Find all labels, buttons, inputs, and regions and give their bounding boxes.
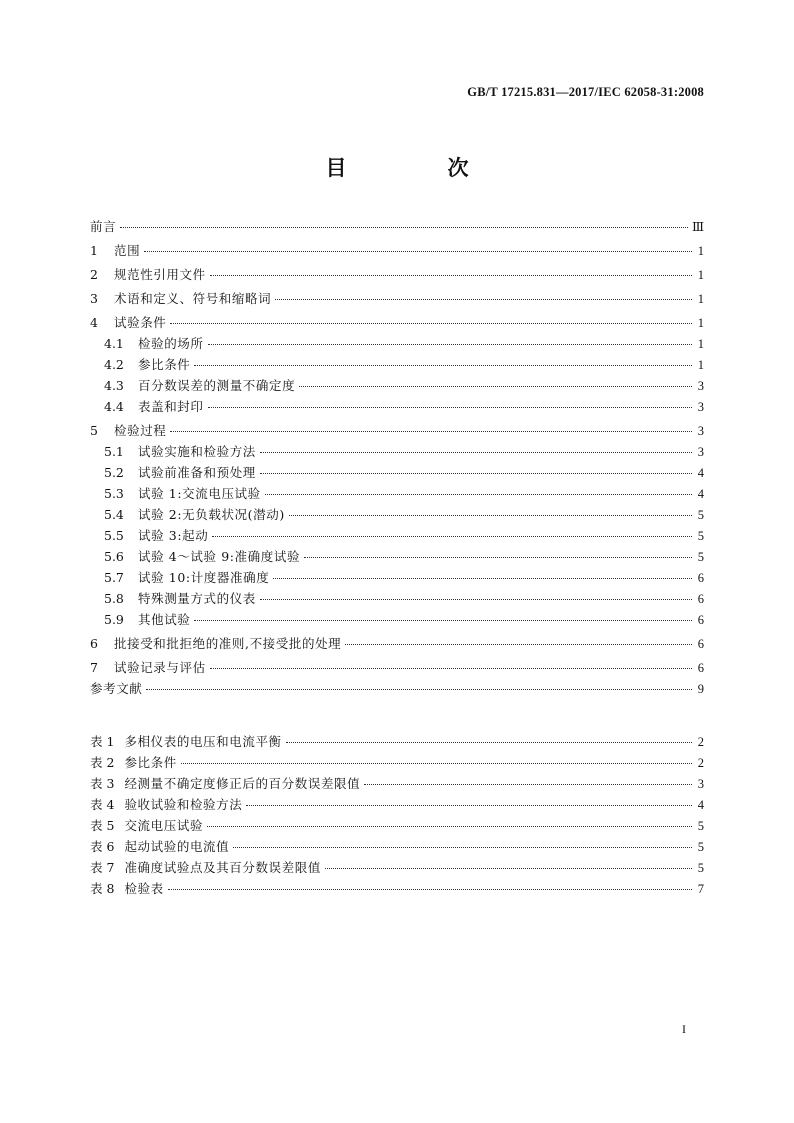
table-of-contents <box>90 217 704 700</box>
toc-dot-leader <box>144 251 692 252</box>
toc-entry-text: 表盖和封印 <box>138 399 204 414</box>
list-of-tables <box>90 732 704 900</box>
table-entry-number: 表 6 <box>90 839 115 854</box>
toc-entry-page: 5 <box>697 508 704 522</box>
toc-entry-number: 4 <box>90 315 98 330</box>
toc-dot-leader <box>260 599 692 600</box>
toc-dot-leader <box>120 227 688 228</box>
table-entry-page: 5 <box>697 861 704 875</box>
toc-entry-number: 5 <box>90 423 98 438</box>
toc-entry-number: 5.1 <box>104 444 124 459</box>
table-entry[interactable] <box>90 774 704 795</box>
toc-dot-leader <box>194 365 692 366</box>
toc-entry-page: 1 <box>697 337 704 351</box>
toc-entry-number: 6 <box>90 636 98 651</box>
toc-entry-page: Ⅲ <box>691 220 704 234</box>
toc-entry-text: 检验过程 <box>114 423 167 438</box>
toc-entry-page: 3 <box>697 400 704 414</box>
toc-entry-text: 试验 10:计度器准确度 <box>138 570 270 585</box>
table-entry-page: 7 <box>697 882 704 896</box>
toc-dot-leader <box>286 742 692 743</box>
toc-dot-leader <box>210 668 692 669</box>
toc-entry-text: 特殊测量方式的仪表 <box>138 591 256 606</box>
toc-dot-leader <box>168 889 692 890</box>
table-entry-number: 表 8 <box>90 881 115 896</box>
toc-entry-number: 4.2 <box>104 357 124 372</box>
toc-entry-text: 试验 4～试验 9:准确度试验 <box>138 549 301 564</box>
toc-entry-page: 3 <box>697 424 704 438</box>
toc-entry-page: 6 <box>697 571 704 585</box>
page-number: I <box>682 1022 686 1036</box>
toc-entry-text: 参考文献 <box>90 681 143 696</box>
table-entry-number: 表 5 <box>90 818 115 833</box>
table-entry-number: 表 3 <box>90 776 115 791</box>
table-entry-text: 多相仪表的电压和电流平衡 <box>124 734 282 749</box>
toc-entry[interactable] <box>90 313 704 334</box>
toc-entry-number: 5.3 <box>104 486 124 501</box>
toc-entry-foreword[interactable] <box>90 217 704 238</box>
table-entry-text: 参比条件 <box>124 755 177 770</box>
toc-entry-page: 1 <box>697 358 704 372</box>
toc-entry-text: 试验记录与评估 <box>114 660 206 675</box>
toc-dot-leader <box>289 515 692 516</box>
toc-entry-references[interactable] <box>90 679 704 700</box>
table-entry[interactable] <box>90 732 704 753</box>
toc-entry-page: 3 <box>697 379 704 393</box>
toc-subentry[interactable] <box>90 589 704 610</box>
toc-dot-leader <box>207 826 692 827</box>
table-entry-number: 表 1 <box>90 734 115 749</box>
toc-entry[interactable] <box>90 265 704 286</box>
toc-dot-leader <box>208 344 692 345</box>
toc-entry-text: 术语和定义、符号和缩略词 <box>114 291 272 306</box>
table-entry-page: 2 <box>697 756 704 770</box>
toc-dot-leader <box>233 847 692 848</box>
table-entry-page: 5 <box>697 819 704 833</box>
table-entry-text: 交流电压试验 <box>124 818 204 833</box>
toc-entry-number: 3 <box>90 291 98 306</box>
toc-dot-leader <box>260 473 692 474</box>
table-entry-text: 起动试验的电流值 <box>124 839 230 854</box>
toc-entry-text: 试验条件 <box>114 315 167 330</box>
toc-entry-page: 9 <box>697 682 704 696</box>
toc-entry-text: 试验实施和检验方法 <box>138 444 256 459</box>
toc-entry-number: 5.7 <box>104 570 124 585</box>
table-entry-page: 3 <box>697 777 704 791</box>
toc-entry-page: 4 <box>697 466 704 480</box>
toc-entry-page: 1 <box>697 316 704 330</box>
table-entry-number: 表 4 <box>90 797 115 812</box>
toc-dot-leader <box>246 805 692 806</box>
toc-entry-number: 4.1 <box>104 336 124 351</box>
toc-entry-text: 批接受和批拒绝的准则,不接受批的处理 <box>114 636 342 651</box>
toc-dot-leader <box>345 644 692 645</box>
table-entry-text: 检验表 <box>124 881 164 896</box>
toc-dot-leader <box>181 763 692 764</box>
table-entry-number: 表 7 <box>90 860 115 875</box>
toc-dot-leader <box>170 323 692 324</box>
toc-subentry[interactable] <box>90 397 704 418</box>
toc-entry-page: 1 <box>697 292 704 306</box>
table-entry-page: 4 <box>697 798 704 812</box>
toc-entry-number: 5.4 <box>104 507 124 522</box>
table-entry[interactable] <box>90 858 704 879</box>
toc-dot-leader <box>212 536 692 537</box>
toc-entry-number: 4.3 <box>104 378 124 393</box>
toc-subentry[interactable] <box>90 484 704 505</box>
toc-subentry[interactable] <box>90 355 704 376</box>
toc-entry-number: 5.2 <box>104 465 124 480</box>
table-entry[interactable] <box>90 837 704 858</box>
toc-entry[interactable] <box>90 658 704 679</box>
toc-entry[interactable] <box>90 634 704 655</box>
table-entry[interactable] <box>90 816 704 837</box>
toc-dot-leader <box>275 299 692 300</box>
toc-entry-text: 范围 <box>114 243 141 258</box>
table-entry-text: 经测量不确定度修正后的百分数误差限值 <box>124 776 361 791</box>
toc-entry-page: 5 <box>697 529 704 543</box>
document-code: GB/T 17215.831—2017/IEC 62058-31:2008 <box>467 85 704 99</box>
table-entry-page: 2 <box>697 735 704 749</box>
toc-entry-text: 检验的场所 <box>138 336 204 351</box>
toc-subentry[interactable] <box>90 526 704 547</box>
table-entry-text: 准确度试验点及其百分数误差限值 <box>124 860 321 875</box>
toc-entry-number: 1 <box>90 243 98 258</box>
toc-dot-leader <box>265 494 692 495</box>
toc-entry-page: 6 <box>697 613 704 627</box>
toc-entry-text: 试验 1:交流电压试验 <box>138 486 261 501</box>
toc-dot-leader <box>273 578 692 579</box>
toc-entry-text: 其他试验 <box>138 612 191 627</box>
toc-subentry[interactable] <box>90 568 704 589</box>
table-entry-text: 验收试验和检验方法 <box>124 797 243 812</box>
toc-entry-page: 1 <box>697 268 704 282</box>
toc-entry-number: 5.9 <box>104 612 124 627</box>
table-entry[interactable] <box>90 879 704 900</box>
toc-subentry[interactable] <box>90 376 704 397</box>
toc-entry-text: 试验 3:起动 <box>138 528 209 543</box>
toc-dot-leader <box>146 689 692 690</box>
toc-dot-leader <box>208 407 692 408</box>
toc-entry-text: 试验前准备和预处理 <box>138 465 256 480</box>
table-entry[interactable] <box>90 753 704 774</box>
toc-dot-leader <box>304 557 692 558</box>
toc-entry-number: 4.4 <box>104 399 124 414</box>
toc-dot-leader <box>299 386 692 387</box>
toc-subentry[interactable] <box>90 505 704 526</box>
toc-entry-page: 5 <box>697 550 704 564</box>
toc-entry[interactable] <box>90 421 704 442</box>
table-entry-page: 5 <box>697 840 704 854</box>
toc-dot-leader <box>170 431 692 432</box>
toc-subentry[interactable] <box>90 442 704 463</box>
toc-entry-text: 前言 <box>90 219 117 234</box>
toc-entry-number: 5.8 <box>104 591 124 606</box>
toc-entry-page: 6 <box>697 661 704 675</box>
toc-dot-leader <box>210 275 692 276</box>
toc-subentry[interactable] <box>90 610 704 631</box>
toc-entry-page: 4 <box>697 487 704 501</box>
toc-entry[interactable] <box>90 289 704 310</box>
toc-subentry[interactable] <box>90 547 704 568</box>
toc-entry-page: 6 <box>697 592 704 606</box>
toc-entry-text: 百分数误差的测量不确定度 <box>138 378 296 393</box>
toc-entry-page: 6 <box>697 637 704 651</box>
toc-entry-text: 参比条件 <box>138 357 191 372</box>
table-entry-number: 表 2 <box>90 755 115 770</box>
toc-subentry[interactable] <box>90 463 704 484</box>
toc-entry-number: 5.5 <box>104 528 124 543</box>
toc-entry-text: 试验 2:无负载状况(潜动) <box>138 507 285 522</box>
toc-dot-leader <box>325 868 692 869</box>
toc-entry-number: 7 <box>90 660 98 675</box>
toc-dot-leader <box>260 452 692 453</box>
toc-dot-leader <box>364 784 692 785</box>
toc-entry[interactable] <box>90 241 704 262</box>
toc-subentry[interactable] <box>90 334 704 355</box>
page-title: 目 次 <box>325 155 509 180</box>
toc-entry-page: 3 <box>697 445 704 459</box>
toc-entry-text: 规范性引用文件 <box>114 267 206 282</box>
table-entry[interactable] <box>90 795 704 816</box>
toc-entry-page: 1 <box>697 244 704 258</box>
toc-entry-number: 5.6 <box>104 549 124 564</box>
toc-entry-number: 2 <box>90 267 98 282</box>
toc-dot-leader <box>194 620 692 621</box>
